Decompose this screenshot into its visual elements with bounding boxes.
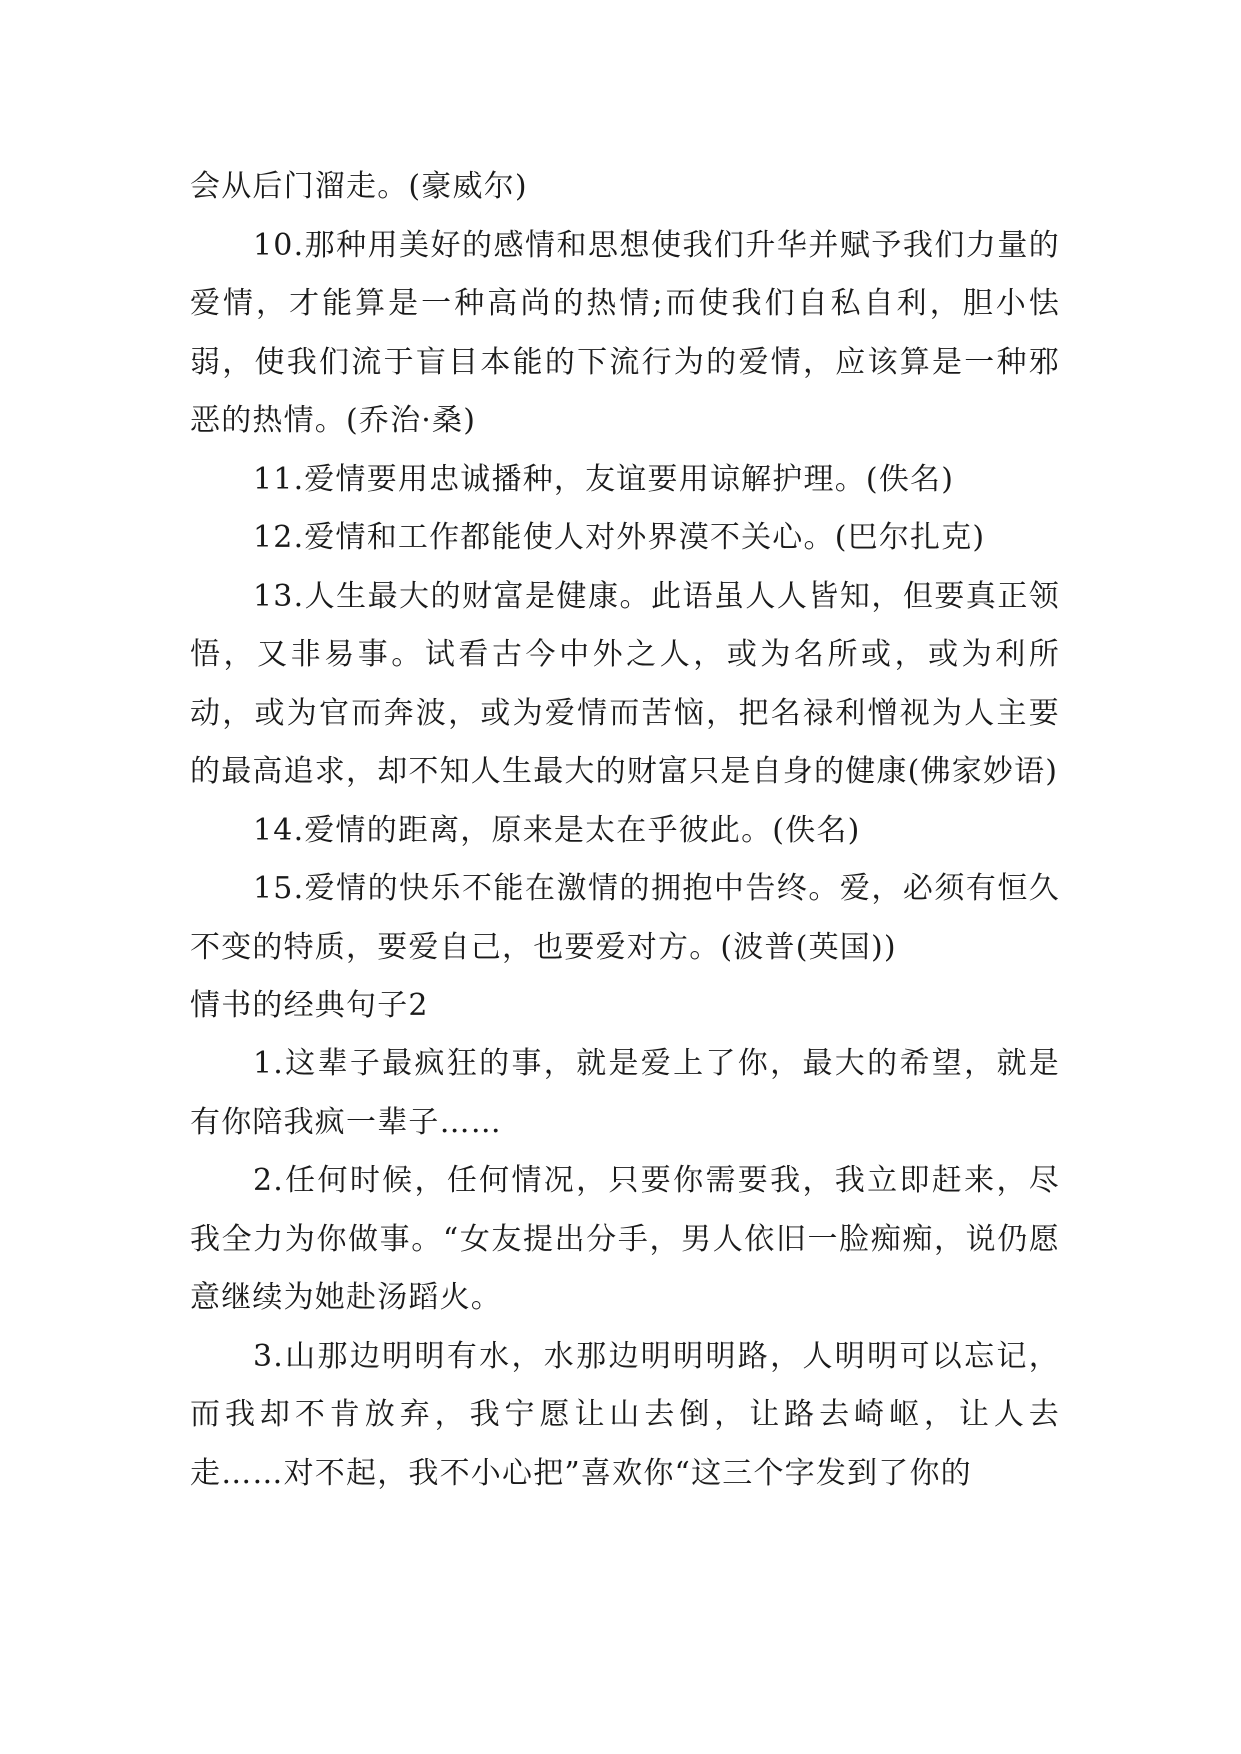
quote-item-12: 12.爱情和工作都能使人对外界漠不关心。(巴尔扎克) — [253, 520, 986, 555]
love-letter-item-3: 3.山那边明明有水，水那边明明明路，人明明可以忘记，而我却不肯放弃，我宁愿让山去倒，让路去崎岖，让人去走……对不起，我不小心把”喜欢你“这三个字发到了你的 — [190, 1338, 1060, 1491]
quote-item-13: 13.人生最大的财富是健康。此语虽人人皆知，但要真正领悟，又非易事。试看古今中外之人，或为名所或，或为利所动，或为官而奔波，或为爱情而苦恼，把名禄利憎视为人主要的最高追求，却不知人生最大的财富只是自身的健康(佛家妙语) — [190, 578, 1060, 789]
love-letter-item-2: 2.任何时候，任何情况，只要你需要我，我立即赶来，尽我全力为你做事。“女友提出分手，男人依旧一脸痴痴，说仍愿意继续为她赴汤蹈火。 — [190, 1163, 1060, 1315]
quote-item-10: 10.那种用美好的感情和思想使我们升华并赋予我们力量的爱情，才能算是一种高尚的热情;而使我们自私自利，胆小怯弱，使我们流于盲目本能的下流行为的爱情，应该算是一种邪恶的热情。(乔治·桑) — [190, 227, 1060, 438]
quote-item-11: 11.爱情要用忠诚播种，友谊要用谅解护理。(佚名) — [253, 461, 955, 497]
document-body — [190, 158, 1060, 1503]
section-heading: 情书的经典句子2 — [190, 988, 429, 1023]
quote-item-15: 15.爱情的快乐不能在激情的拥抱中告终。爱，必须有恒久不变的特质，要爱自己，也要爱对方。(波普(英国)) — [190, 871, 1060, 965]
quote-item-14: 14.爱情的距离，原来是太在乎彼此。(佚名) — [253, 812, 861, 848]
paragraph-continuation: 会从后门溜走。(豪威尔) — [190, 169, 528, 204]
love-letter-item-1: 1.这辈子最疯狂的事，就是爱上了你，最大的希望，就是有你陪我疯一辈子…… — [190, 1046, 1060, 1140]
